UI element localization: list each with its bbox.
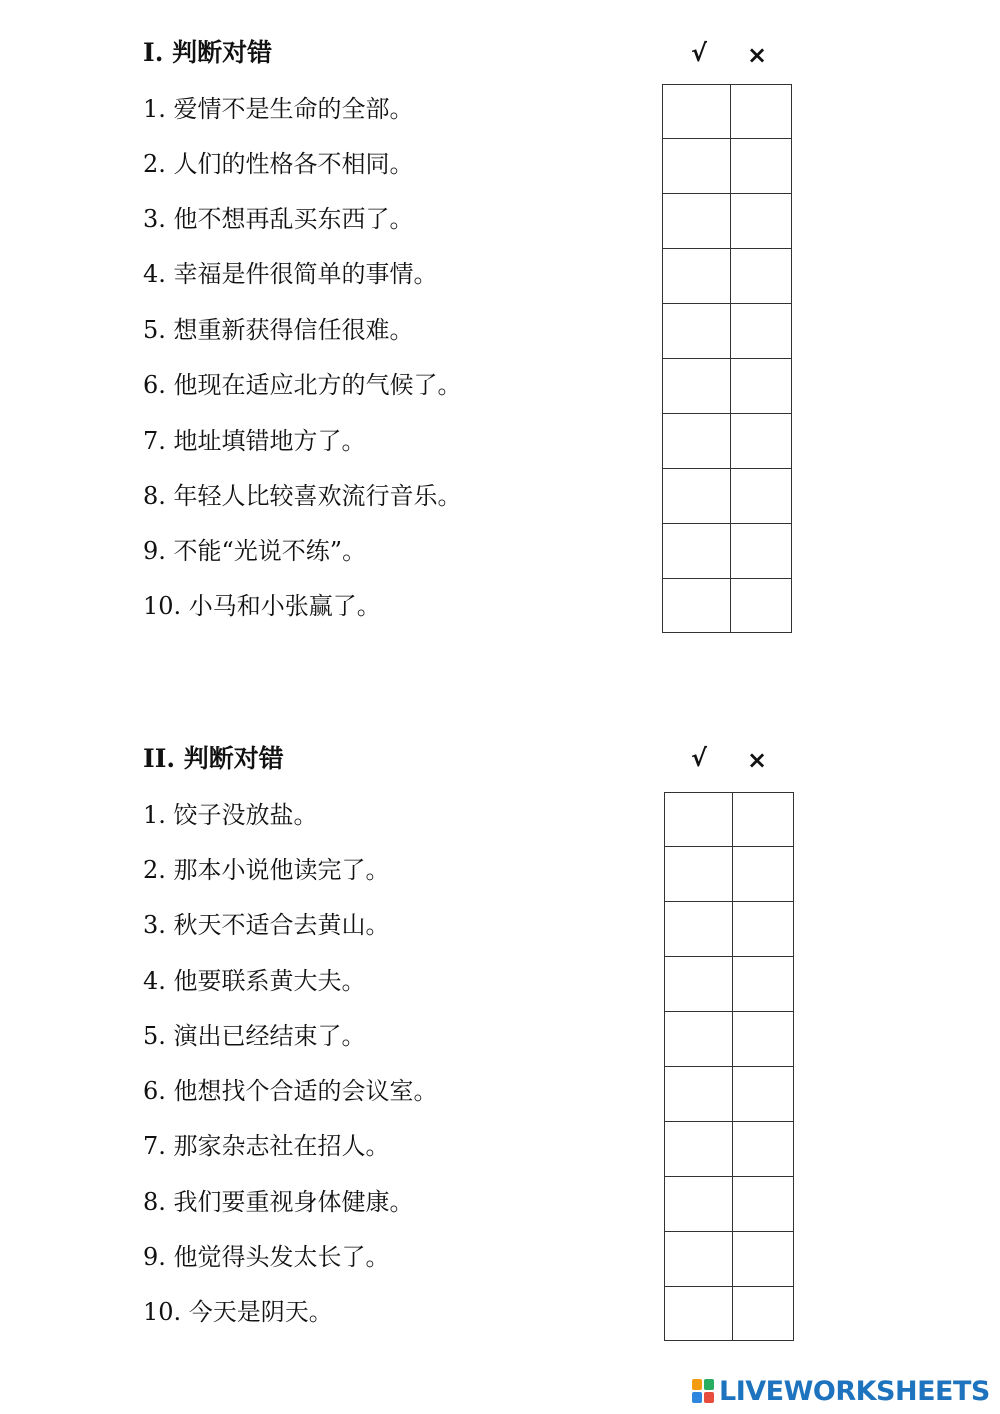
answer-true-box[interactable] [665,1012,733,1067]
answer-true-box[interactable] [665,1232,733,1287]
brand-name: LIVEWORKSHEETS [719,1375,990,1407]
question-2-7: 7. 那家杂志社在招人。 [143,1132,390,1160]
question-2-4: 4. 他要联系黄大夫。 [143,967,366,995]
question-1-4: 4. 幸福是件很简单的事情。 [143,260,438,288]
answer-false-box[interactable] [731,139,792,194]
section-1-heading: I. 判断对错 [143,38,273,67]
answer-false-box[interactable] [731,579,792,633]
answer-true-box[interactable] [663,304,731,359]
answer-true-box[interactable] [665,847,733,902]
answer-true-box[interactable] [663,469,731,524]
question-2-9: 9. 他觉得头发太长了。 [143,1243,390,1271]
question-2-3: 3. 秋天不适合去黄山。 [143,911,390,939]
answer-false-box[interactable] [733,1287,794,1341]
answer-true-box[interactable] [663,139,731,194]
answer-true-box[interactable] [663,414,731,469]
answer-grid-2 [664,792,794,1341]
answer-false-box[interactable] [733,1067,794,1122]
question-1-1: 1. 爱情不是生命的全部。 [143,95,414,123]
question-2-5: 5. 演出已经结束了。 [143,1022,366,1050]
liveworksheets-logo-icon [692,1377,716,1405]
question-1-7: 7. 地址填错地方了。 [143,427,366,455]
section-2-heading: II. 判断对错 [143,744,284,773]
liveworksheets-logo[interactable] [692,1374,990,1408]
answer-false-box[interactable] [731,249,792,304]
question-2-10: 10. 今天是阴天。 [143,1298,333,1326]
answer-false-box[interactable] [731,194,792,249]
false-column-header: × [746,746,768,774]
question-1-5: 5. 想重新获得信任很难。 [143,316,414,344]
question-2-1: 1. 饺子没放盐。 [143,801,318,829]
answer-true-box[interactable] [665,1122,733,1177]
answer-true-box[interactable] [665,1067,733,1122]
answer-false-box[interactable] [731,469,792,524]
answer-false-box[interactable] [731,304,792,359]
answer-true-box[interactable] [663,524,731,579]
answer-false-box[interactable] [731,414,792,469]
true-column-header: √ [690,39,707,67]
false-column-header: × [746,41,768,69]
answer-true-box[interactable] [665,957,733,1012]
question-1-3: 3. 他不想再乱买东西了。 [143,205,414,233]
question-1-10: 10. 小马和小张赢了。 [143,592,381,620]
answer-true-box[interactable] [665,793,733,847]
answer-false-box[interactable] [733,793,794,847]
question-1-9: 9. 不能“光说不练”。 [143,537,367,565]
answer-false-box[interactable] [733,1012,794,1067]
answer-false-box[interactable] [731,524,792,579]
answer-true-box[interactable] [663,85,731,139]
question-2-6: 6. 他想找个合适的会议室。 [143,1077,438,1105]
answer-false-box[interactable] [733,1122,794,1177]
answer-false-box[interactable] [731,85,792,139]
answer-true-box[interactable] [665,902,733,957]
question-2-2: 2. 那本小说他读完了。 [143,856,390,884]
question-1-2: 2. 人们的性格各不相同。 [143,150,414,178]
answer-true-box[interactable] [663,194,731,249]
question-2-8: 8. 我们要重视身体健康。 [143,1188,414,1216]
answer-true-box[interactable] [665,1287,733,1341]
answer-false-box[interactable] [733,957,794,1012]
question-1-8: 8. 年轻人比较喜欢流行音乐。 [143,482,462,510]
answer-true-box[interactable] [663,579,731,633]
answer-false-box[interactable] [733,902,794,957]
answer-false-box[interactable] [731,359,792,414]
true-column-header: √ [690,744,707,772]
question-1-6: 6. 他现在适应北方的气候了。 [143,371,462,399]
answer-true-box[interactable] [665,1177,733,1232]
answer-false-box[interactable] [733,847,794,902]
answer-true-box[interactable] [663,359,731,414]
answer-false-box[interactable] [733,1232,794,1287]
answer-grid-1 [662,84,792,633]
answer-true-box[interactable] [663,249,731,304]
answer-false-box[interactable] [733,1177,794,1232]
